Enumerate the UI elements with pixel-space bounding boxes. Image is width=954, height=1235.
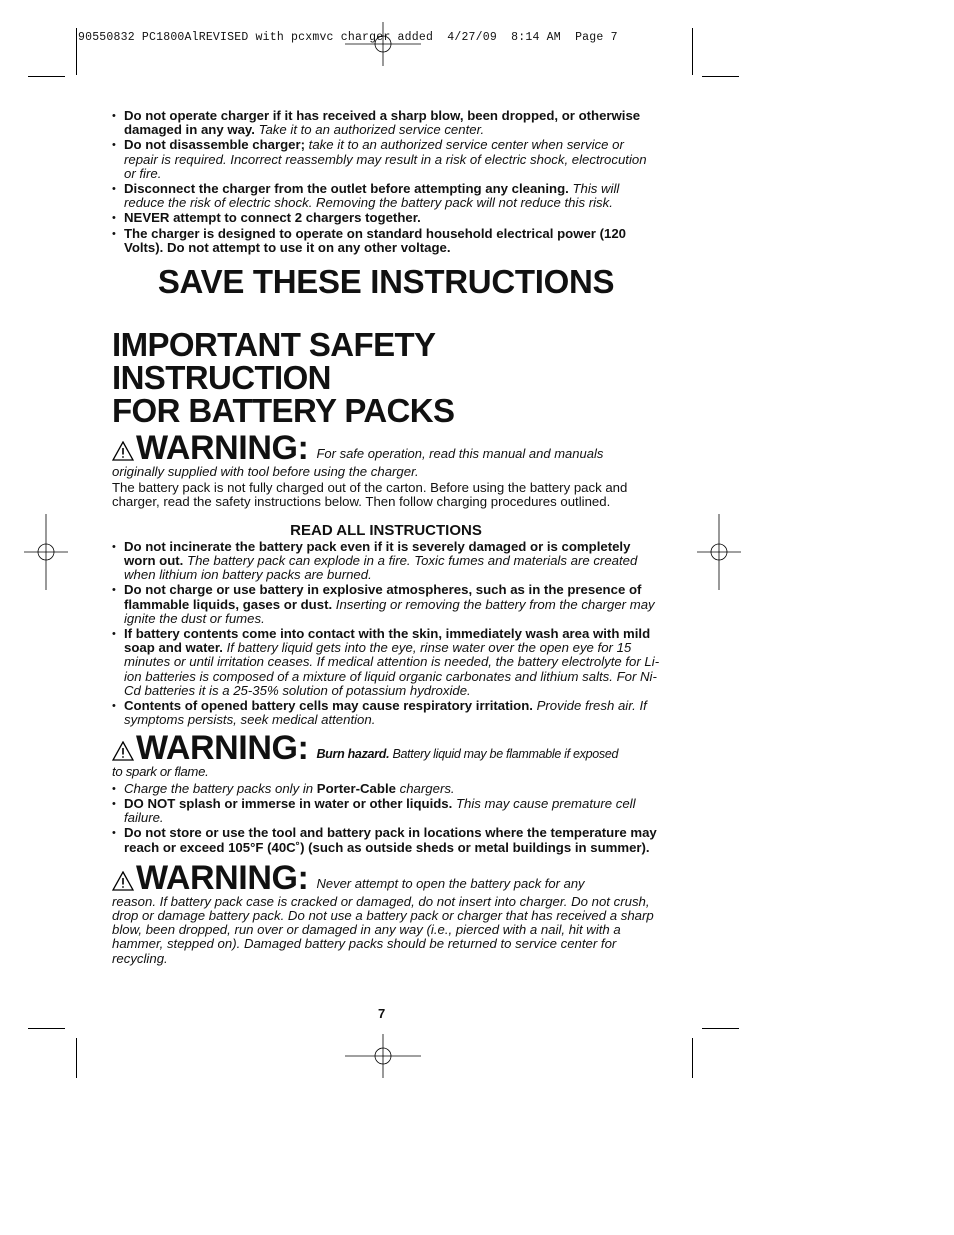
crop-mark-top-right-v [692, 28, 693, 75]
warning-open-pack: WARNING: Never attempt to open the battery pack for any reason. If battery pack case is cracked or damaged, do not insert into charger. Do not crush, drop or damage battery pack. Do not use a battery pack or charger that has received a sharp blow, been dropped, run over or damaged in any way (i.e., pierced with a nail, hit with a hammer, stepped on). Damaged battery packs should be returned to service center for recycling. [112, 858, 654, 966]
registration-mark-bottom [345, 1034, 421, 1078]
crop-mark-bottom-left-v [76, 1038, 77, 1078]
warning-triangle-icon [112, 871, 134, 891]
crop-mark-top-left-v [76, 28, 77, 75]
warning-label: WARNING: [136, 858, 309, 897]
crop-mark-bottom-right-h [702, 1028, 739, 1029]
list-item: • Do not charge or use battery in explosive atmospheres, such as in the presence of flammable liquids, gases or dust. Inserting or removing the battery from the charger may ignite the dust or fumes. [112, 583, 660, 626]
read-all-heading: READ ALL INSTRUCTIONS [290, 521, 482, 539]
page-number: 7 [378, 1006, 386, 1021]
warning-label: WARNING: [136, 429, 309, 468]
crop-mark-top-left-h [28, 76, 65, 77]
warning-triangle-icon [112, 741, 134, 761]
list-item: • Contents of opened battery cells may cause respiratory irritation. Provide fresh air. If symptoms persists, seek medical attention. [112, 699, 660, 727]
registration-mark-top [345, 22, 421, 66]
warning-general: WARNING: For safe operation, read this manual and manuals originally supplied with tool before using the charger. [112, 429, 604, 480]
burn-hazard-list [112, 782, 660, 855]
battery-safety-list [112, 540, 660, 728]
list-item: • Do not store or use the tool and battery pack in locations where the temperature may reach or exceed 105°F (40C˚) (such as outside sheds or metal buildings in summer). [112, 826, 660, 854]
list-item: • Disconnect the charger from the outlet before attempting any cleaning. This will reduce the risk of electric shock. Removing the battery pack will not reduce this risk. [112, 182, 660, 210]
list-item: • Do not incinerate the battery pack even if it is severely damaged or is completely worn out. The battery pack can explode in a fire. Toxic fumes and materials are created when lithium ion battery packs are burned. [112, 540, 660, 583]
warning-label: WARNING: [136, 729, 309, 768]
list-item: • The charger is designed to operate on standard household electrical power (120 Volts). Do not attempt to use it on any other voltage. [112, 227, 660, 255]
list-item: • Do not disassemble charger; take it to an authorized service center when service or repair is required. Incorrect reassembly may result in a risk of electric shock, electrocution or fire. [112, 138, 660, 181]
important-safety-heading: IMPORTANT SAFETY INSTRUCTION FOR BATTERY PACKS [112, 326, 455, 430]
list-item: • If battery contents come into contact with the skin, immediately wash area with mild soap and water. If battery liquid gets into the eye, rinse water over the open eye for 15 minutes or until irritation ceases. If medical attention is needed, the battery electrolyte for Li-ion batteries is composed of a mixture of liquid organic carbonates and lithium salts. For Ni-Cd batteries it is a 25-35% solution of potassium hydroxide. [112, 627, 660, 698]
save-instructions-heading: SAVE THESE INSTRUCTIONS [157, 263, 615, 301]
warning-triangle-icon [112, 441, 134, 461]
registration-mark-left [24, 514, 68, 590]
crop-mark-bottom-left-h [28, 1028, 65, 1029]
list-item: • Do not operate charger if it has received a sharp blow, been dropped, or otherwise damaged in any way. Take it to an authorized service center. [112, 109, 660, 137]
crop-mark-top-right-h [702, 76, 739, 77]
warning-burn-hazard: WARNING: Burn hazard. Battery liquid may be flammable if exposed to spark or flame. [112, 729, 619, 780]
registration-mark-right [697, 514, 741, 590]
list-item: • NEVER attempt to connect 2 chargers together. [112, 211, 660, 225]
crop-mark-bottom-right-v [692, 1038, 693, 1078]
list-item: • Charge the battery packs only in Porter-Cable chargers. [112, 782, 660, 796]
page-content [112, 109, 660, 966]
list-item: • DO NOT splash or immerse in water or other liquids. This may cause premature cell failure. [112, 797, 660, 825]
intro-paragraph: The battery pack is not fully charged out of the carton. Before using the battery pack and charger, read the safety instructions below. Then follow charging procedures outlined. [112, 480, 628, 510]
print-slug: 90550832 PC1800AlREVISED with pcxmvc charger added 4/27/09 8:14 AM Page 7 [78, 31, 618, 44]
charger-safety-list [112, 109, 660, 255]
